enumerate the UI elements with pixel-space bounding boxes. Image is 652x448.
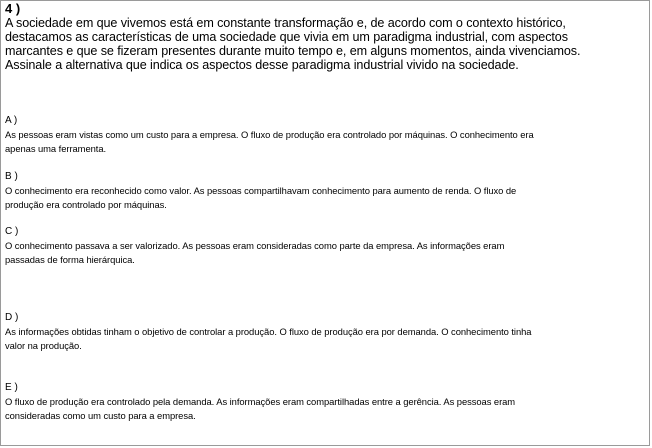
- option-text-line: As pessoas eram vistas como um custo para a empresa. O fluxo de produção era controlado por máquinas. O conhecimento era: [5, 129, 534, 140]
- option-text-line: O fluxo de produção era controlado pela demanda. As informações eram compartilhadas entre a gerência. As pessoas eram: [5, 396, 516, 407]
- option-letter: E ): [5, 382, 18, 393]
- option-letter: A ): [5, 115, 18, 126]
- option-text-line: O conhecimento era reconhecido como valor. As pessoas compartilhavam conhecimento para aumento de renda. O fluxo de: [5, 185, 517, 196]
- option-text-line: apenas uma ferramenta.: [5, 143, 107, 154]
- question-stem-line: marcantes e que se fizeram presentes durante muito tempo e, em alguns momentos, ainda vivenciamos.: [5, 44, 581, 58]
- question-stem-line: A sociedade em que vivemos está em constante transformação e, de acordo com o contexto histórico,: [5, 16, 566, 30]
- option-text-line: As informações obtidas tinham o objetivo de controlar a produção. O fluxo de produção era por demanda. O conhecimento tinha: [5, 326, 532, 337]
- option-a[interactable]: [5, 114, 645, 156]
- option-c[interactable]: [5, 225, 645, 267]
- option-text-line: O conhecimento passava a ser valorizado. As pessoas eram consideradas como parte da empresa. As informações eram: [5, 240, 505, 251]
- question-block: [5, 1, 645, 72]
- option-text-line: passadas de forma hierárquica.: [5, 254, 135, 265]
- option-letter: B ): [5, 171, 18, 182]
- option-text-line: consideradas como um custo para a empresa.: [5, 410, 196, 421]
- option-e[interactable]: [5, 381, 645, 423]
- question-stem-line: Assinale a alternativa que indica os aspectos desse paradigma industrial vivido na sociedade.: [5, 58, 519, 72]
- option-text-line: valor na produção.: [5, 340, 82, 351]
- option-letter: C ): [5, 226, 19, 237]
- option-d[interactable]: [5, 311, 645, 353]
- option-letter: D ): [5, 312, 19, 323]
- question-number: 4 ): [5, 1, 21, 16]
- option-text-line: produção era controlado por máquinas.: [5, 199, 167, 210]
- option-b[interactable]: [5, 170, 645, 212]
- question-stem-line: destacamos as características de uma sociedade que vivia em um paradigma industrial, com aspectos: [5, 30, 568, 44]
